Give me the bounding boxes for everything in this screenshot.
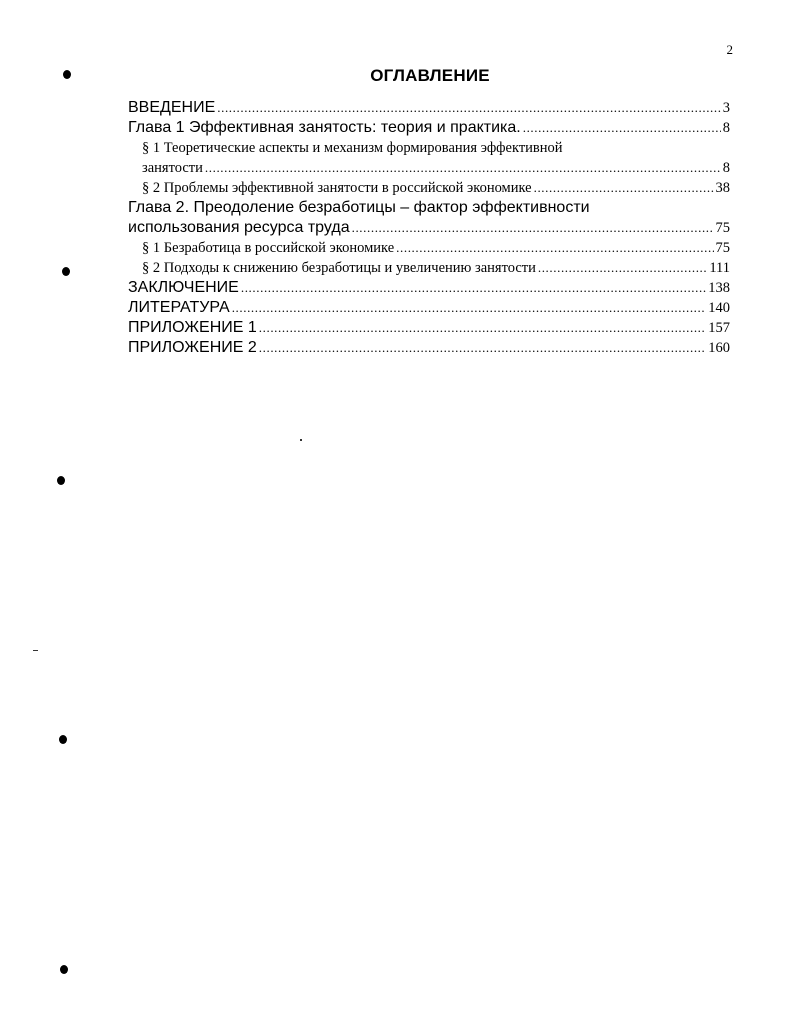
toc-entry-label-line1: § 1 Теоретические аспекты и механизм формирования эффективной [142,140,563,156]
toc-entry-label-line1: Глава 2. Преодоление безработицы – фактор эффективности [128,199,590,216]
toc-entry-page: 3 [722,100,730,116]
toc-entry-introduction[interactable] [128,98,730,118]
toc-entry-page: 75 [715,240,730,256]
dot-leader [523,118,721,138]
toc-entry-literature[interactable] [128,298,730,318]
toc-entry-label: ПРИЛОЖЕНИЕ 2 [128,339,257,356]
toc-entry-page: 75 [715,220,730,236]
toc-entry-section-2-1[interactable] [128,238,730,258]
toc-entry-label: ЗАКЛЮЧЕНИЕ [128,279,239,296]
toc-entry-label: § 2 Подходы к снижению безработицы и увеличению занятости [142,260,536,276]
toc-entry-section-1-1[interactable] [128,138,730,178]
toc-entry-line2 [142,158,730,178]
toc-entry-page: 157 [708,320,730,336]
toc-entry-label: Глава 1 Эффективная занятость: теория и практика. [128,119,521,136]
toc-entry-label: ВВЕДЕНИЕ [128,99,216,116]
dot-leader [232,298,707,318]
toc-entry-section-1-2[interactable] [128,178,730,198]
punch-hole-mark [59,735,67,744]
toc-entry-appendix-1[interactable] [128,318,730,338]
punch-hole-mark [62,267,70,276]
dot-leader [241,278,706,298]
toc-entry-page: 140 [708,300,730,316]
toc-entry-label: § 1 Безработица в российской экономике [142,240,395,256]
dot-leader [534,178,714,198]
toc-entry-page: 8 [722,120,730,136]
dot-leader [217,98,721,118]
toc-entry-chapter-1[interactable] [128,118,730,138]
dot-leader [352,218,714,238]
page-number: 2 [726,42,733,57]
toc-entry-page: 138 [708,280,730,296]
punch-hole-mark [60,965,68,974]
toc-entry-label: § 2 Проблемы эффективной занятости в российской экономике [142,180,532,196]
dot-leader [259,318,706,338]
dot-leader [538,258,707,278]
toc-entry-label: ЛИТЕРАТУРА [128,299,230,316]
punch-hole-mark [57,476,65,485]
toc-title: ОГЛАВЛЕНИЕ [370,66,490,85]
scan-speck [33,650,38,651]
toc-entry-chapter-2[interactable] [128,198,730,238]
toc-entry-label: ПРИЛОЖЕНИЕ 1 [128,319,257,336]
dot-leader [205,158,721,178]
dot-leader [259,338,706,358]
scan-speck [300,439,302,441]
table-of-contents [128,98,730,358]
toc-entry-section-2-2[interactable] [128,258,730,278]
toc-entry-label-line2: занятости [142,160,203,176]
toc-entry-line2 [128,218,730,238]
toc-entry-appendix-2[interactable] [128,338,730,358]
toc-entry-conclusion[interactable] [128,278,730,298]
toc-entry-page: 111 [709,260,730,276]
dot-leader [396,238,713,258]
punch-hole-mark [63,70,71,79]
toc-entry-page: 8 [722,160,730,176]
toc-entry-page: 38 [715,180,730,196]
toc-entry-label-line2: использования ресурса труда [128,219,350,236]
toc-entry-page: 160 [708,340,730,356]
